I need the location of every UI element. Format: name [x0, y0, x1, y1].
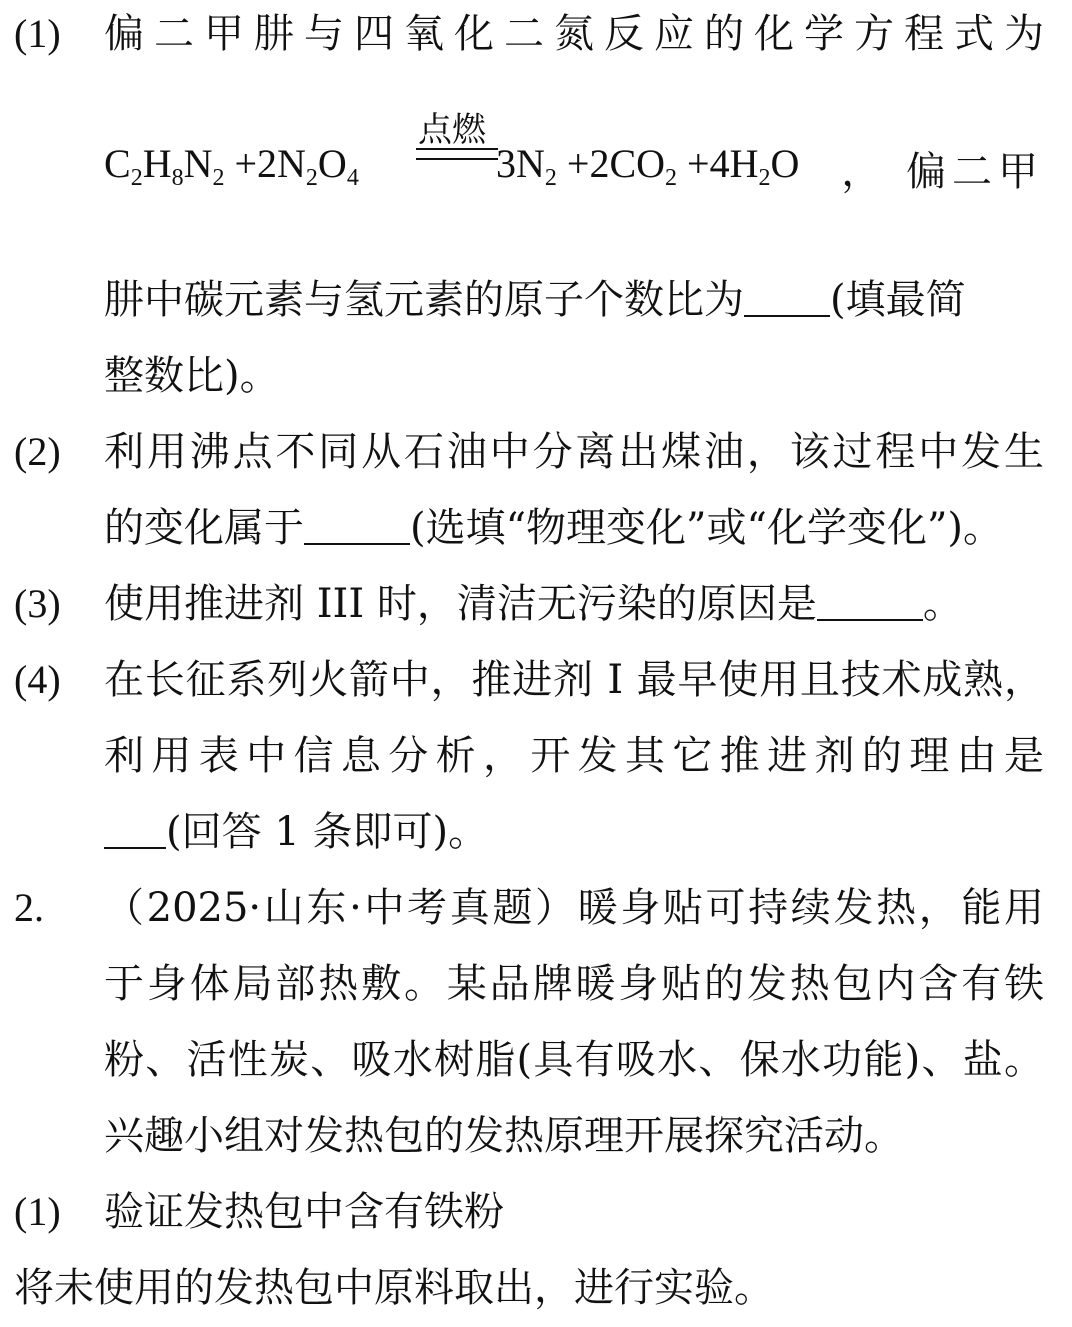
q3-number: (3) [14, 581, 61, 626]
product-part: +2CO [556, 141, 666, 186]
subscript: 2 [665, 165, 678, 191]
subscript: 2 [130, 165, 143, 191]
q3-line1-text: 使用推进剂 III 时，清洁无污染的原因是 [104, 581, 817, 627]
q1-line1: 偏二甲肼与四氧化二氮反应的化学方程式为 [104, 11, 1044, 57]
p2-line1: （2025·山东·中考真题）暖身贴可持续发热，能用 [104, 885, 1044, 931]
p2q1-line1: 验证发热包中含有铁粉 [104, 1189, 504, 1235]
q1-line3-hint: (填最简 [830, 277, 966, 323]
reactants [104, 140, 359, 191]
p2-number: 2. [14, 885, 44, 930]
formula-tail: ， 偏二甲 [841, 149, 1044, 195]
reactant-part: +2N [224, 141, 306, 186]
p2-line4: 兴趣小组对发热包的发热原理开展探究活动。 [104, 1113, 904, 1159]
reactant-part: H [142, 141, 172, 186]
reaction-condition: 点燃 [418, 110, 486, 150]
q4-line1: 在长征系列火箭中，推进剂 I 最早使用且技术成熟， [104, 657, 1044, 703]
subscript: 2 [212, 165, 225, 191]
subscript: 2 [544, 165, 557, 191]
p2q1-number: (1) [14, 1189, 61, 1234]
q4-line2: 利用表中信息分析，开发其它推进剂的理由是 [104, 733, 1044, 779]
product-part: +4H [677, 141, 759, 186]
q3-line1 [104, 580, 1044, 628]
subscript: 8 [171, 165, 184, 191]
answer-blank[interactable] [104, 813, 166, 849]
product-part: 3N [496, 141, 545, 186]
answer-blank[interactable] [817, 585, 923, 621]
q3-line1-end: 。 [922, 581, 963, 627]
products [496, 140, 800, 191]
reactant-part: C [104, 141, 131, 186]
q1-line4: 整数比)。 [104, 353, 280, 399]
p2-line3: 粉、活性炭、吸水树脂(具有吸水、保水功能)、盐。 [104, 1037, 1044, 1083]
product-part: O [770, 141, 800, 186]
q4-number: (4) [14, 657, 61, 702]
subscript: 2 [758, 165, 771, 191]
q2-line2-hint: (选填“物理变化”或“化学变化”)。 [410, 505, 1004, 551]
chemical-equation [104, 104, 1044, 204]
q2-line2 [104, 504, 1044, 552]
q2-line1: 利用沸点不同从石油中分离出煤油，该过程中发生 [104, 429, 1044, 475]
q2-number: (2) [14, 429, 61, 474]
q4-line3 [104, 808, 1044, 856]
answer-blank[interactable] [304, 509, 410, 545]
subscript: 4 [346, 165, 359, 191]
q1-line3 [104, 276, 1044, 324]
q1-line3-text: 肼中碳元素与氢元素的原子个数比为 [104, 277, 744, 323]
q4-line3-hint: (回答 1 条即可)。 [166, 809, 489, 855]
answer-blank[interactable] [744, 281, 830, 317]
q1-number: (1) [14, 11, 61, 56]
subscript: 2 [305, 165, 318, 191]
reactant-part: N [183, 141, 213, 186]
equals-arrow [416, 148, 498, 160]
p2-line2: 于身体局部热敷。某品牌暖身贴的发热包内含有铁 [104, 961, 1044, 1007]
final-line: 将未使用的发热包中原料取出，进行实验。 [14, 1265, 774, 1311]
q2-line2-text: 的变化属于 [104, 505, 304, 551]
reactant-part: O [317, 141, 347, 186]
